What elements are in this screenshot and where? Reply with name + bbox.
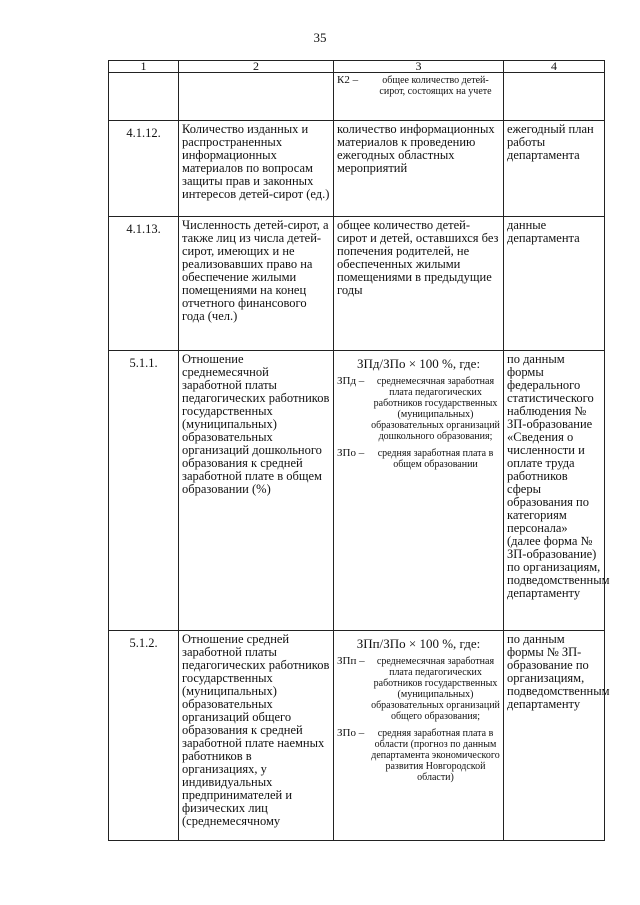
data-source: по данным формы федерального статистического наблюдения № ЗП-образование «Сведения о численности и оплате труда работников сферы образования по категориям персонала» (далее форма № ЗП-образование) по организациям, подведомственным департаменту	[504, 351, 605, 631]
row-number: 4.1.13.	[109, 217, 179, 351]
row-number: 4.1.12.	[109, 121, 179, 217]
indicator-name: Отношение среднемесячной заработной платы педагогических работников государственных (муниципальных) образовательных организаций дошкольного образования к средней заработной плате в общем образовании (%)	[179, 351, 334, 631]
variable-symbol: ЗПп –	[337, 655, 365, 667]
calculation-method: количество информационных материалов к проведению ежегодных областных мероприятий	[334, 121, 504, 217]
formula-variable	[337, 728, 500, 783]
calculation-method	[334, 631, 504, 841]
indicator-name: Численность детей-сирот, а также лиц из числа детей-сирот, имеющих и не реализовавших право на обеспечение жилыми помещениями на конец отчетного финансового года (чел.)	[179, 217, 334, 351]
data-source: ежегодный план работы департамента	[504, 121, 605, 217]
table-row	[109, 73, 605, 121]
page-number: 35	[313, 30, 327, 45]
table-row	[109, 351, 605, 631]
variable-definition: средняя заработная плата в общем образовании	[377, 448, 494, 470]
variable-definition: общее количество детей-сирот, состоящих на учете	[379, 75, 492, 97]
variable-symbol: К2 –	[337, 74, 359, 86]
indicator-table	[108, 59, 610, 841]
variable-symbol: ЗПд –	[337, 375, 365, 387]
formula-variable	[337, 448, 500, 470]
formula-variable	[337, 75, 500, 97]
variable-symbol: ЗПо –	[337, 447, 365, 459]
calculation-method	[334, 73, 504, 121]
variable-definition: среднемесячная заработная плата педагогических работников государственных (муниципальных) образовательных организаций дошкольного образования;	[371, 376, 500, 442]
table-row	[109, 631, 605, 841]
data-source: по данным формы № ЗП-образование по организациям, подведомственным департаменту	[504, 631, 605, 841]
indicator-name: Отношение средней заработной платы педагогических работников государственных (муниципальных) образовательных организаций общего образования к средней заработной плате наемных работников в организациях, у индивидуальных предпринимателей и физических лиц (среднемесячному	[179, 631, 334, 841]
formula-variable	[337, 656, 500, 722]
row-number: 5.1.1.	[109, 351, 179, 631]
variable-definition: средняя заработная плата в области (прогноз по данным департамента экономического развития Новгородской области)	[371, 728, 500, 783]
column-header: 2	[179, 61, 334, 73]
column-header: 4	[504, 61, 605, 73]
calculation-method: общее количество детей-сирот и детей, оставшихся без попечения родителей, не обеспеченных жилыми помещениями в предыдущие годы	[334, 217, 504, 351]
row-number	[109, 73, 179, 121]
variable-definition: среднемесячная заработная плата педагогических работников государственных (муниципальных) образовательных организаций общего образования;	[371, 656, 500, 722]
data-source: данные департамента	[504, 217, 605, 351]
row-number: 5.1.2.	[109, 631, 179, 841]
data-source	[504, 73, 605, 121]
variable-symbol: ЗПо –	[337, 727, 365, 739]
column-header: 3	[334, 61, 504, 73]
calculation-method	[334, 351, 504, 631]
formula: ЗПд/ЗПо × 100 %, где:	[356, 356, 481, 371]
table-header-row	[109, 61, 605, 73]
indicator-name	[179, 73, 334, 121]
column-header: 1	[109, 61, 179, 73]
table-row	[109, 121, 605, 217]
formula-variable	[337, 376, 500, 442]
table-row	[109, 217, 605, 351]
indicator-name: Количество изданных и распространенных информационных материалов по вопросам защиты прав и законных интересов детей-сирот (ед.)	[179, 121, 334, 217]
formula: ЗПп/ЗПо × 100 %, где:	[356, 636, 481, 651]
